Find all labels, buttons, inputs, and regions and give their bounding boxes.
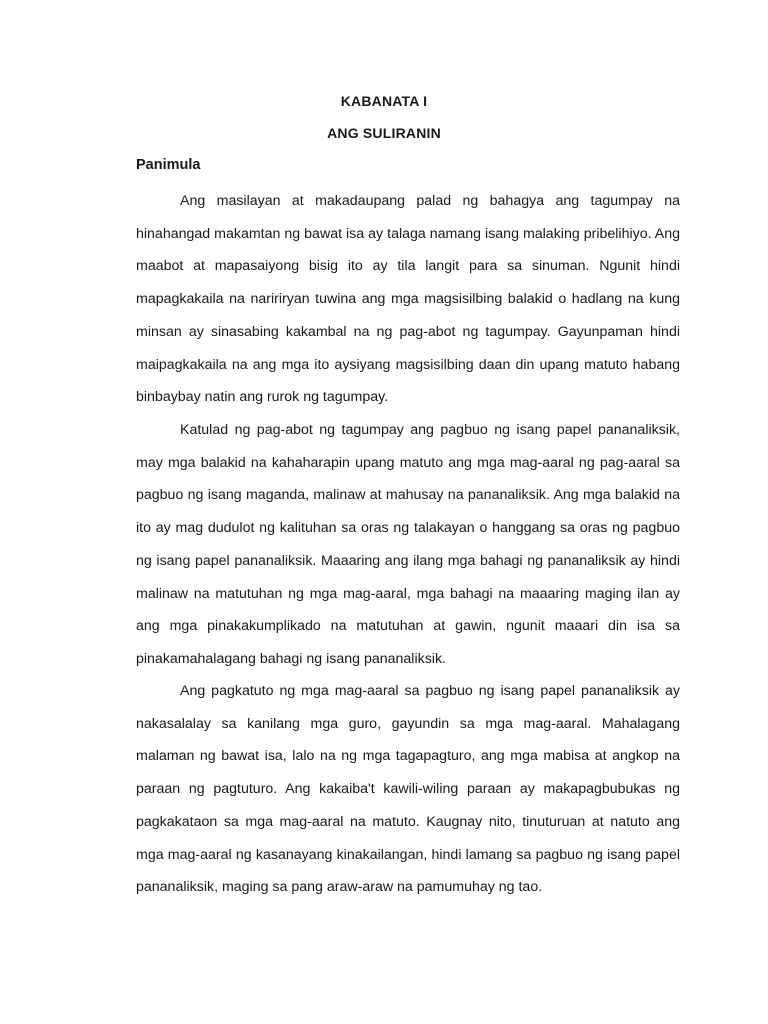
- chapter-number: KABANATA I: [340, 93, 428, 109]
- chapter-title: ANG SULIRANIN: [327, 125, 441, 141]
- body-paragraph: Katulad ng pag-abot ng tagumpay ang pagbuo ng isang papel pananaliksik, may mga balakid na kahaharapin upang matuto ang mga mag-aaral ng pag-aaral sa pagbuo ng isang maganda, malinaw at mahusay na pananaliksik. Ang mga balakid na ito ay mag dudulot ng kalituhan sa oras ng talakayan o hanggang sa oras ng pagbuo ng isang papel pananaliksik. Maaaring ang ilang mga bahagi ng pananaliksik ay hindi malinaw na matutuhan ng mga mag-aaral, mga bahagi na maaaring maging ilan ay ang mga pinakakumplikado na matutuhan at gawin, ngunit maaari din isa sa pinakamahalagang bahagi ng isang pananaliksik.: [136, 422, 680, 667]
- body-paragraph: Ang masilayan at makadaupang palad ng bahagya ang tagumpay na hinahangad makamtan ng bawat isa ay talaga namang isang malaking pribelihiyo. Ang maabot at mapasaiyong bisig ito ay tila langit para sa sinuman. Ngunit hindi mapagkakaila na naririryan tuwina ang mga magsisilbing balakid o hadlang na kung minsan ay sinasabing kakambal na ng pag-abot ng tagumpay. Gayunpaman hindi maipagkakaila na ang mga ito aysiyang magsisilbing daan din upang matuto habang binbaybay natin ang rurok ng tagumpay.: [136, 193, 680, 406]
- body-paragraph: Ang pagkatuto ng mga mag-aaral sa pagbuo ng isang papel pananaliksik ay nakasalalay sa kanilang mga guro, gayundin sa mga mag-aaral. Mahalagang malaman ng bawat isa, lalo na ng mga tagapagturo, ang mga mabisa at angkop na paraan ng pagtuturo. Ang kakaiba't kawili-wiling paraan ay makapagbubukas ng pagkakataon sa mga mag-aaral na matuto. Kaugnay nito, tinuturuan at natuto ang mga mag-aaral ng kasanayang kinakailangan, hindi lamang sa pagbuo ng isang papel pananaliksik, maging sa pang araw-araw na pamumuhay ng tao.: [136, 683, 680, 896]
- section-heading: Panimula: [136, 157, 201, 173]
